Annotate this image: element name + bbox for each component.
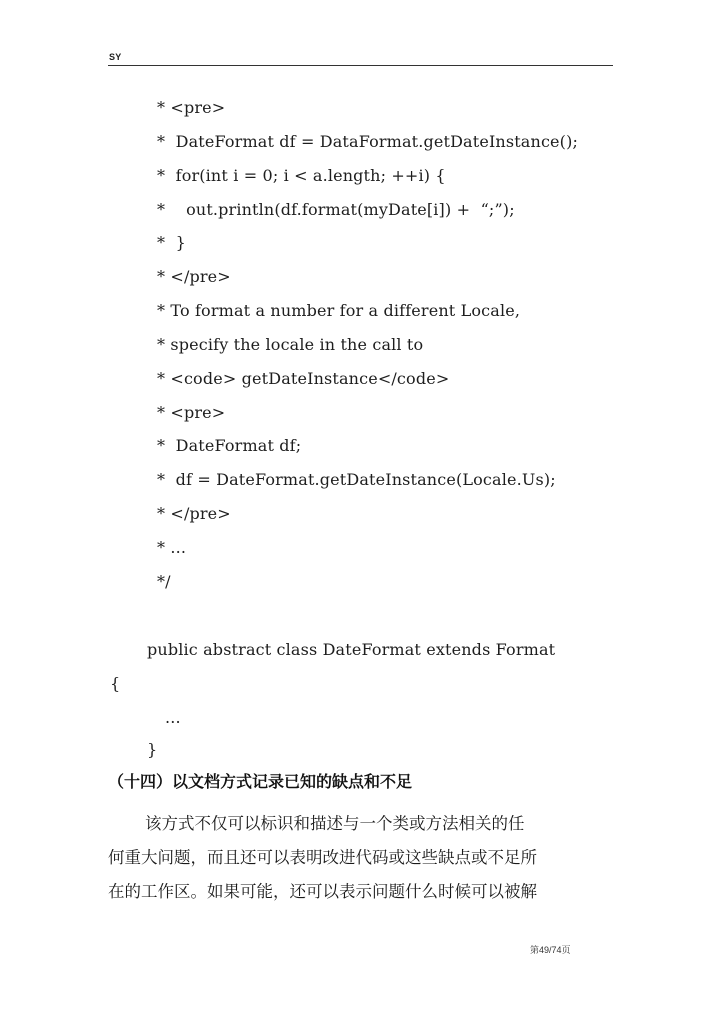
code-line: * DateFormat df = DataFormat.getDateInstance(); xyxy=(157,132,579,151)
code-line: * ... xyxy=(157,538,187,557)
paragraph-line: 何重大问题，而且还可以表明改进代码或这些缺点或不足所 xyxy=(108,848,537,867)
code-line: */ xyxy=(157,572,171,591)
code-line: * <pre> xyxy=(157,98,226,117)
code-line: * } xyxy=(157,233,186,252)
class-declaration: public abstract class DateFormat extends Format xyxy=(147,640,556,659)
code-line: * out.println(df.format(myDate[i]) + “;”); xyxy=(157,200,515,219)
open-brace: { xyxy=(110,674,121,693)
code-line: * specify the locale in the call to xyxy=(157,335,424,354)
code-line: * df = DateFormat.getDateInstance(Locale.Us); xyxy=(157,470,556,489)
code-line: * for(int i = 0; i < a.length; ++i) { xyxy=(157,166,446,185)
body-ellipsis: ... xyxy=(165,708,181,727)
page-number: 第49/74页 xyxy=(530,945,571,955)
code-line: * To format a number for a different Locale, xyxy=(157,301,521,320)
paragraph-line: 该方式不仅可以标识和描述与一个类或方法相关的任 xyxy=(145,814,525,833)
paragraph-line: 在的工作区。如果可能，还可以表示问题什么时候可以被解 xyxy=(108,882,537,901)
header-label: SY xyxy=(109,52,122,62)
close-brace: } xyxy=(147,740,158,759)
code-line: * </pre> xyxy=(157,267,231,286)
code-line: * </pre> xyxy=(157,504,231,523)
section-heading: （十四）以文档方式记录已知的缺点和不足 xyxy=(108,772,413,791)
code-line: * <pre> xyxy=(157,403,226,422)
code-line: * <code> getDateInstance</code> xyxy=(157,369,450,388)
header-divider xyxy=(108,65,613,66)
code-line: * DateFormat df; xyxy=(157,436,302,455)
